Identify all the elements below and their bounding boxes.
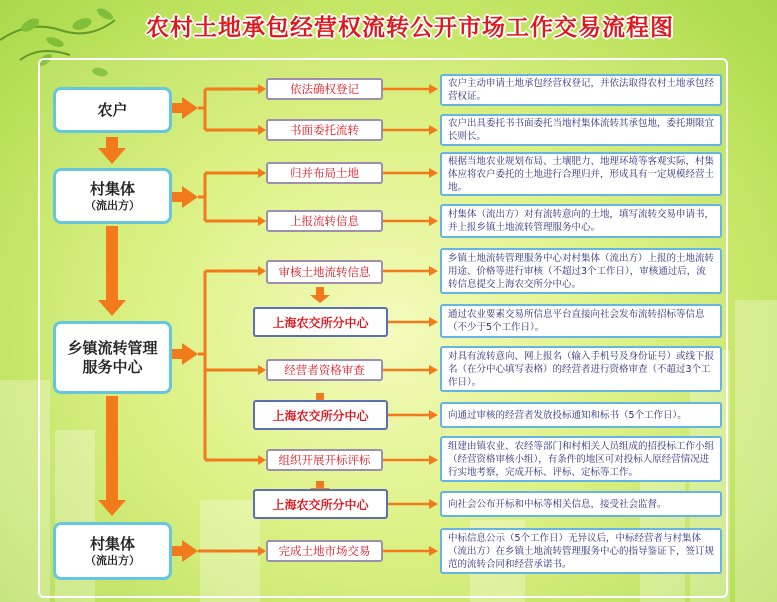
arrow-right-3 (172, 343, 198, 365)
desc-box-7: 对具有流转意向、网上报名（输入手机号及身份证号）或线下报名（在分中心填写表格）的经营者进行资格审查（不超过3个工作日）。 (440, 346, 722, 392)
step-box-1: 依法确权登记 (266, 78, 383, 100)
arrow-right-1 (172, 97, 198, 119)
step-box-3: 归并布局土地 (266, 162, 383, 184)
desc-box-10: 向社会公布开标和中标等相关信息，接受社会监督。 (440, 491, 722, 517)
desc-box-1: 农户主动申请土地承包经营权登记，并依法取得农村土地承包经营权证。 (440, 74, 722, 106)
node-village-final-sub: （流出方） (85, 553, 140, 567)
arrow-right-2 (172, 186, 198, 208)
desc-box-9: 组建由镇农业、农经等部门和村相关人员组成的招投标工作小组（经营资格审核小组），有条件的地区可对投标人原经营情况进行实地考察，完成开标、评标、定标等工作。 (440, 436, 722, 482)
desc-box-3: 根据当地农业规划布局、土壤肥力、地理环境等客观实际，村集体应将农户委托的土地进行合理归并，形成具有一定规模经营土地。 (440, 152, 722, 196)
step-box-2: 书面委托流转 (266, 119, 383, 141)
arrow-right-4 (172, 540, 198, 562)
desc-box-2: 农户出具委托书书面委托当地村集体流转其承包地，委托期限宜长则长。 (440, 114, 722, 146)
arrow-down-3 (98, 396, 126, 516)
node-village-final-label: 村集体 (89, 534, 135, 553)
node-village-sub: （流出方） (85, 198, 140, 212)
desc-box-6: 通过农业要素交易所信息平台直接向社会发布流转招标等信息（不少于5个工作日）。 (440, 304, 722, 338)
node-village-collective-final (53, 522, 172, 580)
step-box-9: 组织开展开标评标 (266, 449, 383, 471)
node-farmer (53, 87, 172, 133)
node-farmer-label: 农户 (97, 100, 128, 119)
step-box-6: 上海农交所分中心 (253, 307, 388, 337)
page-title: 农村土地承包经营权流转公开市场工作交易流程图 (146, 14, 674, 41)
step-box-7: 经营者资格审查 (266, 359, 383, 381)
desc-box-11: 中标信息公示（5个工作日）无异议后，中标经营者与村集体（流出方）在乡镇土地流转管理服务中心的指导鉴证下，签订规范的流转合同和经营承诺书。 (440, 528, 722, 574)
step-box-5: 审核土地流转信息 (266, 260, 383, 284)
node-village-collective (53, 168, 172, 224)
desc-box-4: 村集体（流出方）对有流转意向的土地，填写流转交易申请书，并上报乡镇土地流转管理服务中心。 (440, 204, 722, 238)
desc-box-8: 向通过审核的经营者发放投标通知和标书（5个工作日）。 (440, 402, 722, 428)
arrow-mid-1 (310, 287, 330, 303)
arrow-down-2 (98, 226, 126, 316)
step-box-4: 上报流转信息 (266, 210, 383, 232)
step-box-8: 上海农交所分中心 (253, 400, 388, 430)
arrow-down-1 (98, 137, 126, 164)
step-box-10: 上海农交所分中心 (253, 489, 388, 519)
node-village-label: 村集体 (89, 179, 135, 198)
step-box-11: 完成土地市场交易 (266, 540, 383, 562)
node-town-label: 乡镇流转管理服务中心 (67, 338, 158, 376)
desc-box-5: 乡镇土地流转管理服务中心对村集体（流出方）上报的土地流转用途、价格等进行审核（不超过3个工作日），审核通过后，流转信息提交上海农交所分中心。 (440, 248, 722, 294)
node-town-service-center (53, 321, 172, 394)
